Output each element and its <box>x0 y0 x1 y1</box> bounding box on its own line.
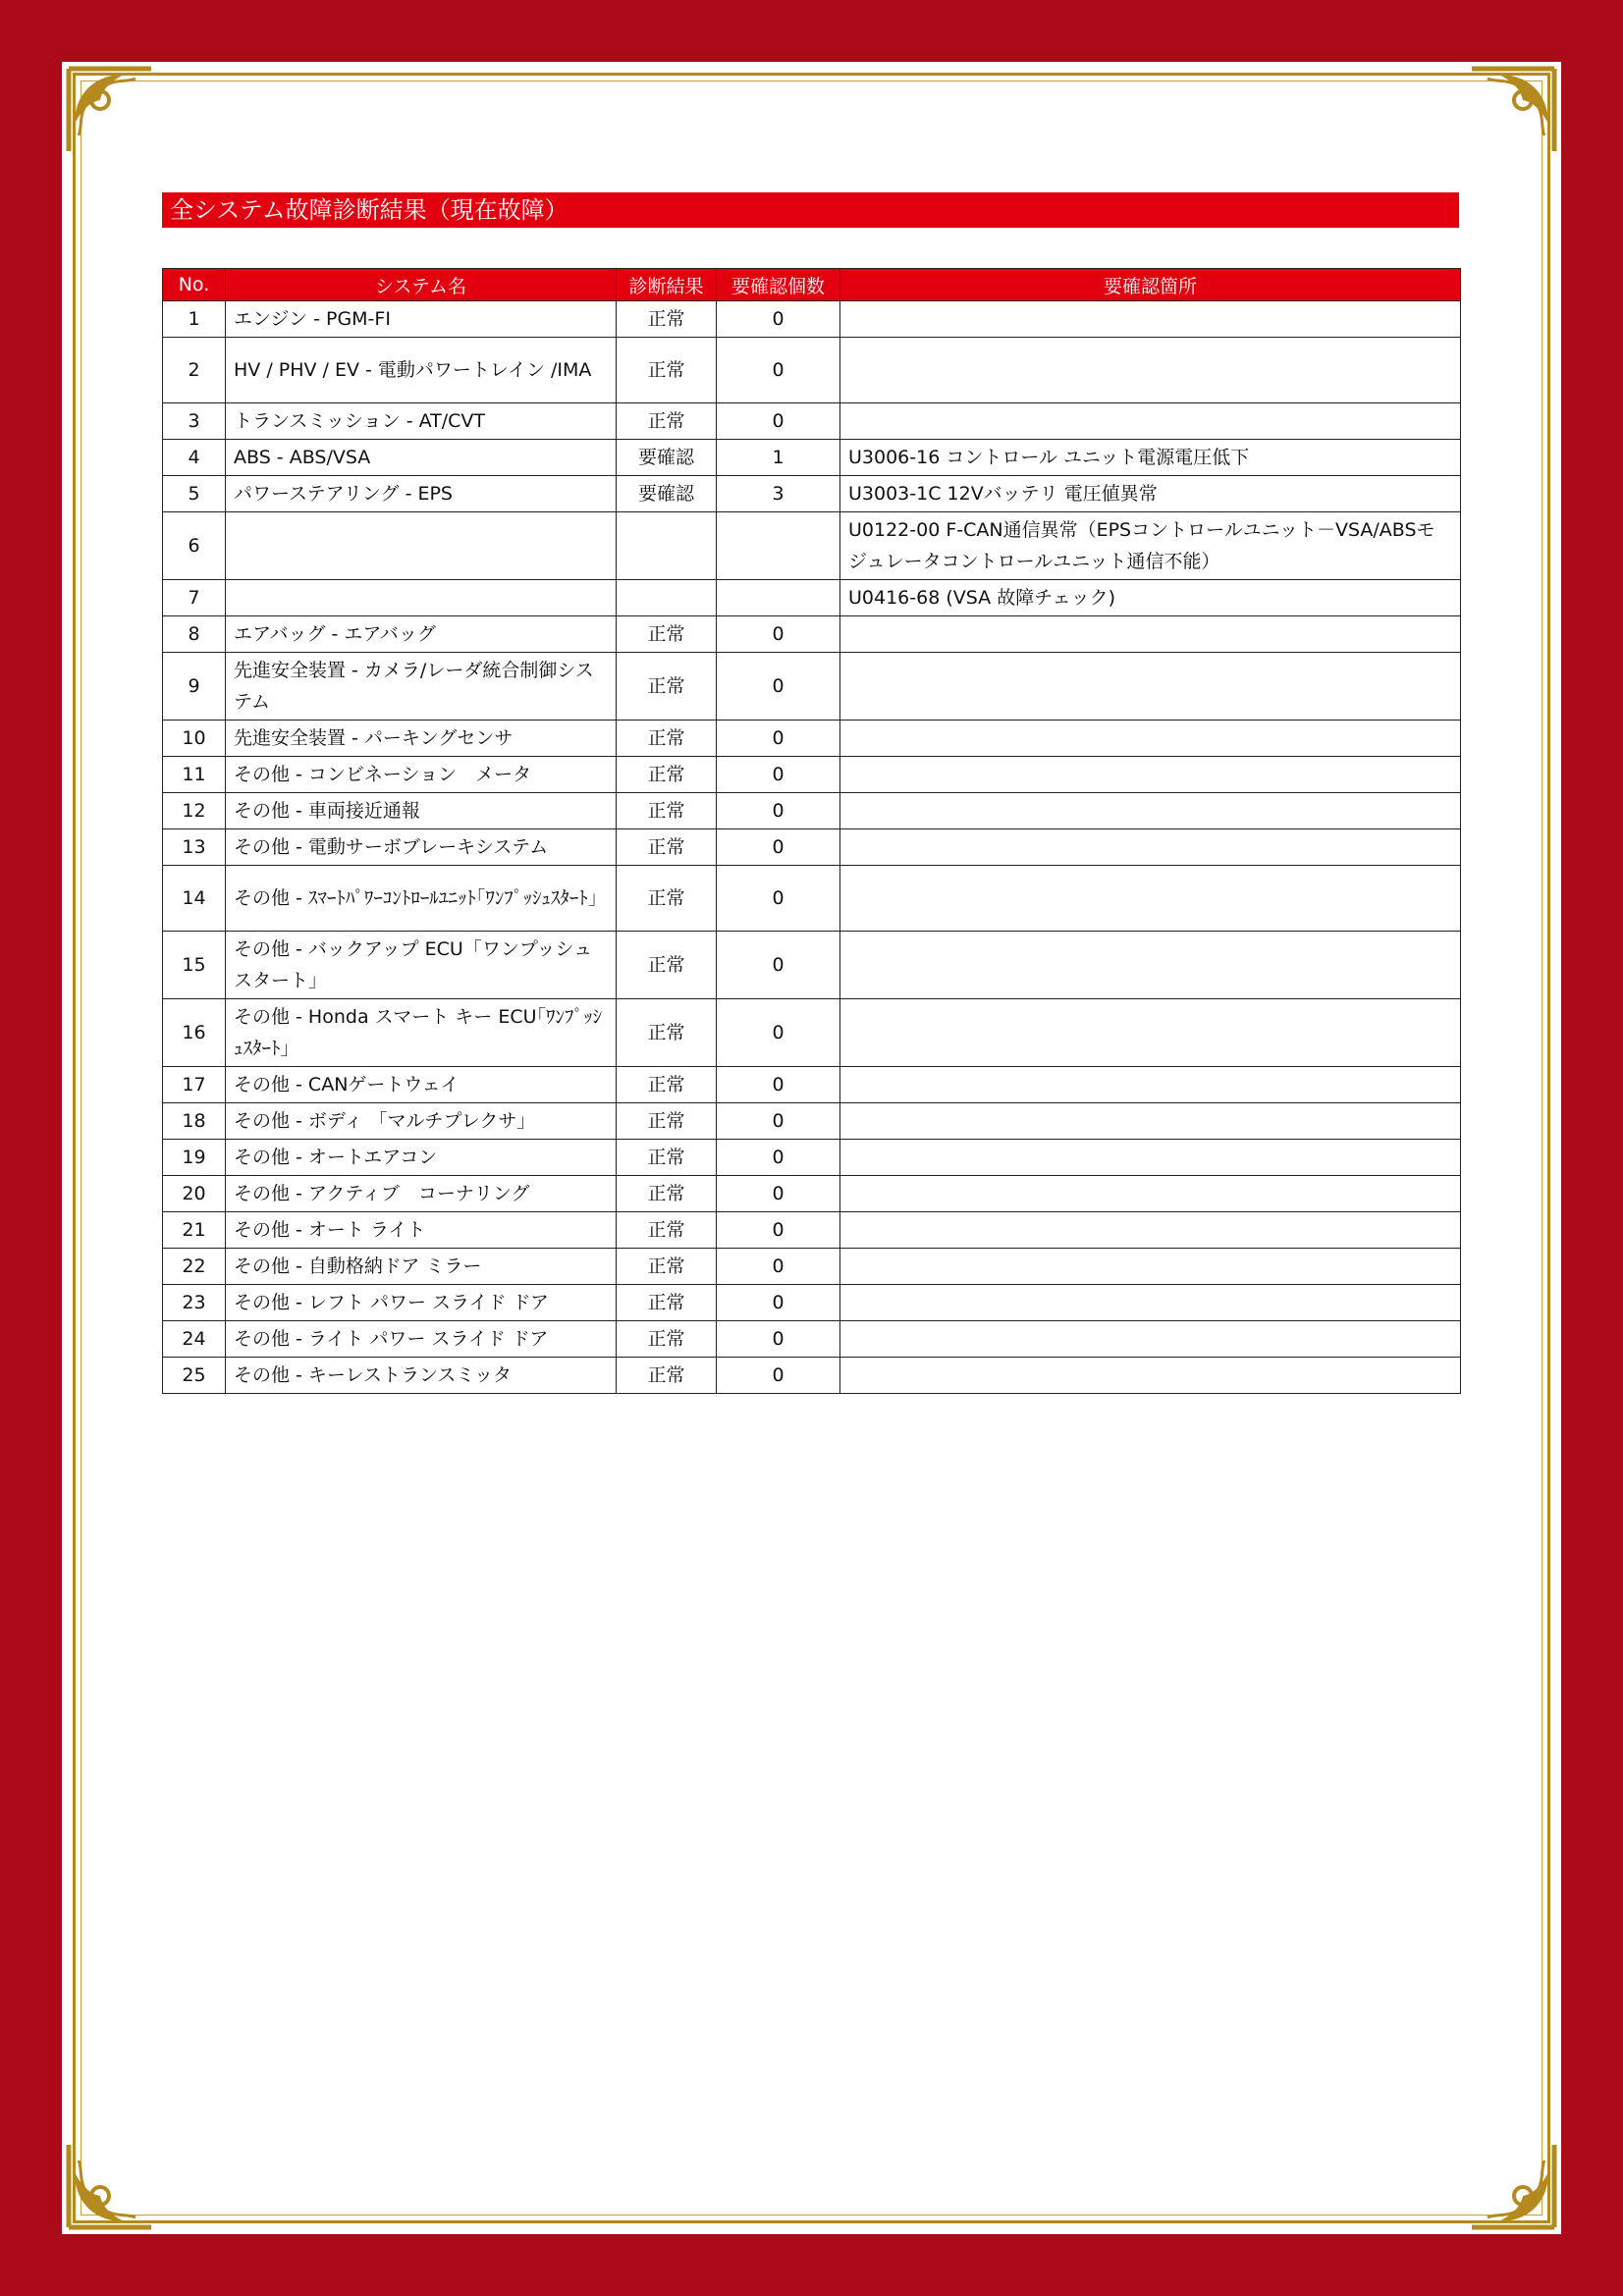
ornament-corner-icon <box>65 2141 155 2231</box>
row-result: 要確認 <box>617 476 717 512</box>
row-no: 15 <box>163 932 226 999</box>
row-result: 正常 <box>617 1212 717 1249</box>
row-system: その他 - 車両接近通報 <box>226 793 617 829</box>
table-header-row <box>163 269 1461 301</box>
row-result: 正常 <box>617 1067 717 1103</box>
row-location <box>840 1358 1461 1394</box>
row-result: 正常 <box>617 1321 717 1358</box>
row-no: 21 <box>163 1212 226 1249</box>
row-result: 正常 <box>617 1103 717 1140</box>
row-no: 8 <box>163 616 226 653</box>
row-count: 0 <box>717 757 840 793</box>
row-location <box>840 403 1461 440</box>
row-no: 5 <box>163 476 226 512</box>
row-location <box>840 1103 1461 1140</box>
ornament-corner-icon <box>1468 2141 1558 2231</box>
row-system: その他 - Honda スマート キー ECU｢ﾜﾝﾌﾟｯｼｭｽﾀｰﾄ｣ <box>226 999 617 1067</box>
row-count: 0 <box>717 932 840 999</box>
row-location: U3003-1C 12Vバッテリ 電圧値異常 <box>840 476 1461 512</box>
row-result: 正常 <box>617 999 717 1067</box>
row-result: 正常 <box>617 653 717 721</box>
row-system: その他 - ボディ 「マルチプレクサ」 <box>226 1103 617 1140</box>
row-no: 18 <box>163 1103 226 1140</box>
row-count: 0 <box>717 653 840 721</box>
table-row <box>163 1321 1461 1358</box>
row-result: 正常 <box>617 866 717 932</box>
row-count: 0 <box>717 1285 840 1321</box>
row-location: U0122-00 F-CAN通信異常（EPSコントロールユニット－VSA/ABSモジュレータコントロールユニット通信不能） <box>840 512 1461 580</box>
table-row <box>163 1358 1461 1394</box>
row-no: 24 <box>163 1321 226 1358</box>
row-count: 0 <box>717 403 840 440</box>
row-system: ABS - ABS/VSA <box>226 440 617 476</box>
table-row <box>163 616 1461 653</box>
row-no: 10 <box>163 721 226 757</box>
row-location <box>840 1212 1461 1249</box>
header-system: システム名 <box>226 269 617 301</box>
section-title: 全システム故障診断結果（現在故障） <box>162 192 1459 228</box>
row-result: 正常 <box>617 829 717 866</box>
row-result: 要確認 <box>617 440 717 476</box>
row-no: 7 <box>163 580 226 616</box>
row-result: 正常 <box>617 932 717 999</box>
row-result: 正常 <box>617 338 717 403</box>
row-count: 0 <box>717 1103 840 1140</box>
row-no: 13 <box>163 829 226 866</box>
row-system: 先進安全装置 - パーキングセンサ <box>226 721 617 757</box>
row-system: その他 - 自動格納ドア ミラー <box>226 1249 617 1285</box>
row-system: 先進安全装置 - カメラ/レーダ統合制御システム <box>226 653 617 721</box>
table-row <box>163 580 1461 616</box>
row-no: 23 <box>163 1285 226 1321</box>
row-result: 正常 <box>617 301 717 338</box>
row-system: その他 - ライト パワー スライド ドア <box>226 1321 617 1358</box>
table-row <box>163 1067 1461 1103</box>
row-location <box>840 999 1461 1067</box>
table-row <box>163 829 1461 866</box>
row-system: その他 - オートエアコン <box>226 1140 617 1176</box>
row-count: 0 <box>717 829 840 866</box>
row-count: 0 <box>717 1358 840 1394</box>
row-system: その他 - レフト パワー スライド ドア <box>226 1285 617 1321</box>
row-count: 0 <box>717 866 840 932</box>
row-location <box>840 301 1461 338</box>
row-no: 2 <box>163 338 226 403</box>
row-location <box>840 616 1461 653</box>
row-no: 1 <box>163 301 226 338</box>
table-row <box>163 1103 1461 1140</box>
row-result: 正常 <box>617 757 717 793</box>
row-result: 正常 <box>617 1358 717 1394</box>
row-location <box>840 721 1461 757</box>
table-row <box>163 403 1461 440</box>
ornament-corner-icon <box>1468 65 1558 155</box>
row-result: 正常 <box>617 1176 717 1212</box>
row-system: HV / PHV / EV - 電動パワートレイン /IMA <box>226 338 617 403</box>
row-no: 17 <box>163 1067 226 1103</box>
row-system: エアバッグ - エアバッグ <box>226 616 617 653</box>
row-count <box>717 580 840 616</box>
row-result <box>617 512 717 580</box>
row-count: 0 <box>717 793 840 829</box>
row-system: パワーステアリング - EPS <box>226 476 617 512</box>
row-no: 16 <box>163 999 226 1067</box>
row-count: 0 <box>717 721 840 757</box>
table-row <box>163 653 1461 721</box>
ornament-corner-icon <box>65 65 155 155</box>
row-location: U3006-16 コントロール ユニット電源電圧低下 <box>840 440 1461 476</box>
table-row <box>163 338 1461 403</box>
row-result: 正常 <box>617 793 717 829</box>
row-system: その他 - バックアップ ECU「ワンプッシュスタート」 <box>226 932 617 999</box>
row-count: 3 <box>717 476 840 512</box>
row-no: 19 <box>163 1140 226 1176</box>
row-system <box>226 512 617 580</box>
row-no: 3 <box>163 403 226 440</box>
row-location <box>840 829 1461 866</box>
table-row <box>163 721 1461 757</box>
diagnosis-table <box>162 268 1461 1394</box>
row-location <box>840 1067 1461 1103</box>
row-no: 11 <box>163 757 226 793</box>
row-count: 0 <box>717 616 840 653</box>
row-result: 正常 <box>617 616 717 653</box>
row-system: その他 - CANゲートウェイ <box>226 1067 617 1103</box>
row-count: 1 <box>717 440 840 476</box>
header-result: 診断結果 <box>617 269 717 301</box>
row-location <box>840 866 1461 932</box>
table-row <box>163 757 1461 793</box>
row-count: 0 <box>717 301 840 338</box>
report-page <box>62 62 1561 2234</box>
row-no: 25 <box>163 1358 226 1394</box>
row-location <box>840 338 1461 403</box>
row-result <box>617 580 717 616</box>
row-location <box>840 1321 1461 1358</box>
row-count: 0 <box>717 1140 840 1176</box>
row-count <box>717 512 840 580</box>
header-location: 要確認箇所 <box>840 269 1461 301</box>
row-count: 0 <box>717 1321 840 1358</box>
row-system: エンジン - PGM-FI <box>226 301 617 338</box>
row-location <box>840 1285 1461 1321</box>
row-result: 正常 <box>617 403 717 440</box>
row-no: 6 <box>163 512 226 580</box>
table-row <box>163 440 1461 476</box>
row-location <box>840 932 1461 999</box>
table-row <box>163 793 1461 829</box>
row-location <box>840 1140 1461 1176</box>
table-row <box>163 1176 1461 1212</box>
table-row <box>163 512 1461 580</box>
table-row <box>163 1285 1461 1321</box>
table-row <box>163 932 1461 999</box>
table-row <box>163 476 1461 512</box>
row-system: その他 - キーレストランスミッタ <box>226 1358 617 1394</box>
row-no: 12 <box>163 793 226 829</box>
row-count: 0 <box>717 338 840 403</box>
row-system: その他 - オート ライト <box>226 1212 617 1249</box>
row-system: その他 - ｽﾏｰﾄﾊﾟﾜｰｺﾝﾄﾛｰﾙﾕﾆｯﾄ｢ﾜﾝﾌﾟｯｼｭｽﾀｰﾄ｣ <box>226 866 617 932</box>
row-location: U0416-68 (VSA 故障チェック) <box>840 580 1461 616</box>
row-location <box>840 1249 1461 1285</box>
table-row <box>163 301 1461 338</box>
row-location <box>840 793 1461 829</box>
row-no: 22 <box>163 1249 226 1285</box>
row-count: 0 <box>717 1176 840 1212</box>
row-location <box>840 1176 1461 1212</box>
row-no: 4 <box>163 440 226 476</box>
row-result: 正常 <box>617 1249 717 1285</box>
row-system: その他 - 電動サーボブレーキシステム <box>226 829 617 866</box>
row-no: 9 <box>163 653 226 721</box>
header-count: 要確認個数 <box>717 269 840 301</box>
table-row <box>163 999 1461 1067</box>
row-result: 正常 <box>617 721 717 757</box>
row-location <box>840 757 1461 793</box>
row-no: 20 <box>163 1176 226 1212</box>
table-row <box>163 866 1461 932</box>
row-system: その他 - コンビネーション メータ <box>226 757 617 793</box>
row-location <box>840 653 1461 721</box>
row-count: 0 <box>717 1249 840 1285</box>
row-count: 0 <box>717 1212 840 1249</box>
row-system: トランスミッション - AT/CVT <box>226 403 617 440</box>
row-count: 0 <box>717 999 840 1067</box>
row-system: その他 - アクティブ コーナリング <box>226 1176 617 1212</box>
table-row <box>163 1249 1461 1285</box>
table-row <box>163 1212 1461 1249</box>
row-count: 0 <box>717 1067 840 1103</box>
header-no: No. <box>163 269 226 301</box>
row-result: 正常 <box>617 1140 717 1176</box>
row-no: 14 <box>163 866 226 932</box>
table-row <box>163 1140 1461 1176</box>
row-result: 正常 <box>617 1285 717 1321</box>
row-system <box>226 580 617 616</box>
